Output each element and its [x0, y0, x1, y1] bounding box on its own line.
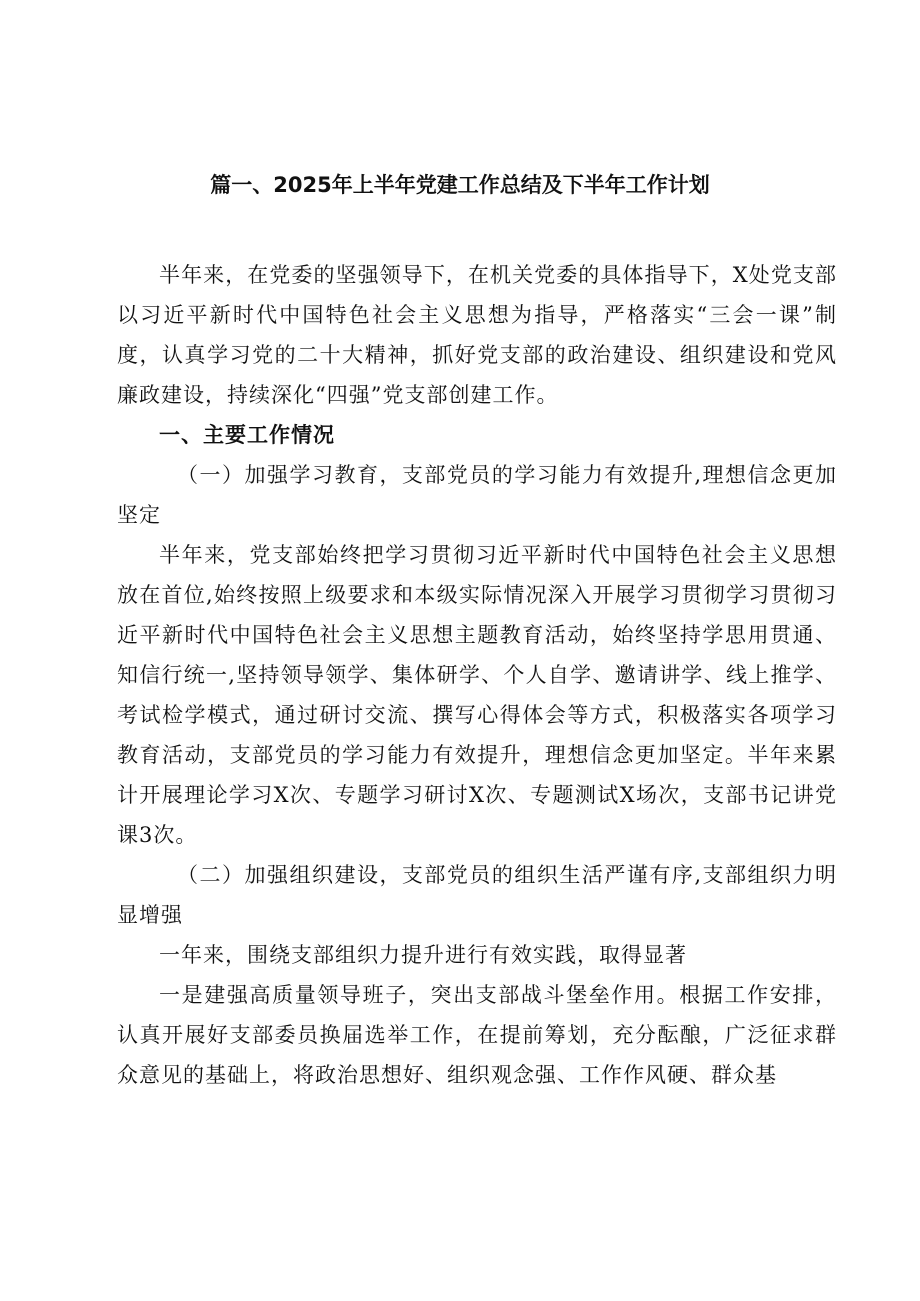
organization-intro-paragraph: 一年来，围绕支部组织力提升进行有效实践，取得显著: [159, 943, 687, 967]
leadership-team-paragraph: 一是建强高质量领导班子，突出支部战斗堡垒作用。根据工作安排，认真开展好支部委员换届选举工作，在提前筹划，充分酝酿，广泛征求群众意见的基础上，将政治思想好、组织观念强、工作作风硬、群众基: [117, 983, 837, 1087]
document-title: 篇一、2025年上半年党建工作总结及下半年工作计划: [210, 173, 710, 197]
section-heading-main-work: 一、主要工作情况: [159, 423, 335, 447]
document-body: [117, 255, 837, 1095]
subsection-heading-organization-building: （二）加强组织建设，支部党员的组织生活严谨有序,支部组织力明显增强: [117, 863, 837, 927]
intro-paragraph: 半年来，在党委的坚强领导下，在机关党委的具体指导下，X处党支部以习近平新时代中国特色社会主义思想为指导，严格落实“三会一课”制度，认真学习党的二十大精神，抓好党支部的政治建设、组织建设和党风廉政建设，持续深化“四强”党支部创建工作。: [117, 263, 837, 407]
study-education-paragraph: 半年来，党支部始终把学习贯彻习近平新时代中国特色社会主义思想放在首位,始终按照上级要求和本级实际情况深入开展学习贯彻学习贯彻习近平新时代中国特色社会主义思想主题教育活动，始终坚持学思用贯通、知信行统一,坚持领导领学、集体研学、个人自学、邀请讲学、线上推学、考试检学模式，通过研讨交流、撰写心得体会等方式，积极落实各项学习教育活动，支部党员的学习能力有效提升，理想信念更加坚定。半年来累计开展理论学习X次、专题学习研讨X次、专题测试X场次，支部书记讲党课3次。: [117, 543, 837, 847]
subsection-heading-study-education: （一）加强学习教育，支部党员的学习能力有效提升,理想信念更加坚定: [117, 463, 837, 527]
